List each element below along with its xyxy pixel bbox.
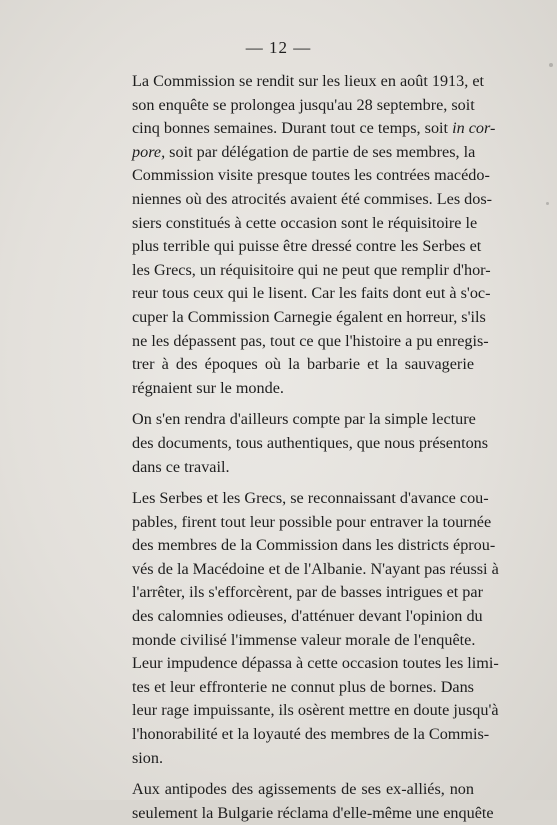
text-line: reur tous ceux qui le lisent. Car les faits dont eut à s'oc- xyxy=(132,284,491,303)
text-line: siers constitués à cette occasion sont le réquisitoire le xyxy=(132,213,478,232)
italic-phrase: pore, xyxy=(132,142,166,161)
text-line: tes et leur effronterie ne connut plus de bornes. Dans xyxy=(132,677,474,696)
ink-speck xyxy=(546,202,549,205)
text-line: Commission visite presque toutes les contrées macédo- xyxy=(132,166,490,185)
page-number: — 12 — xyxy=(245,38,312,57)
text-line: son enquête se prolongea jusqu'au 28 septembre, soit xyxy=(132,95,475,114)
text-line: pore, soit par délégation de partie de ses membres, la xyxy=(132,142,476,161)
text-line: des documents, tous authentiques, que nous présentons xyxy=(132,433,489,452)
text-line: La Commission se rendit sur les lieux en août 1913, et xyxy=(132,72,485,90)
paragraph-2 xyxy=(108,408,489,479)
text-line: leur rage impuissante, ils osèrent mettre en doute jusqu'à xyxy=(132,701,499,720)
paragraph-4 xyxy=(108,778,494,825)
text-line: régnaient sur le monde. xyxy=(132,378,284,397)
text-line: cinq bonnes semaines. Durant tout ce temps, soit in cor- xyxy=(132,119,496,138)
italic-phrase: in cor- xyxy=(452,119,496,138)
text-line: des membres de la Commission dans les districts éprou- xyxy=(132,536,496,555)
text-line: des calomnies odieuses, d'atténuer devant l'opinion du xyxy=(132,607,483,626)
ink-speck xyxy=(549,63,553,67)
text-line: trer à des époques où la barbarie et la sauvagerie xyxy=(132,355,474,374)
text-line: sion. xyxy=(132,748,164,767)
text-line: dans ce travail. xyxy=(132,457,230,476)
text-line: Aux antipodes des agissements de ses ex-alliés, non xyxy=(132,780,474,799)
text-line: niennes où des atrocités avaient été commises. Les dos- xyxy=(132,189,493,208)
text-line: ne les dépassent pas, tout ce que l'histoire a pu enregis- xyxy=(132,331,489,350)
text-line: l'arrêter, ils s'efforcèrent, par de basses intrigues et par xyxy=(132,583,483,602)
text-line: Les Serbes et les Grecs, se reconnaissant d'avance cou- xyxy=(132,489,489,508)
text-line: pables, firent tout leur possible pour entraver la tournée xyxy=(132,512,492,531)
text-line: l'honorabilité et la loyauté des membres de la Commis- xyxy=(132,725,490,744)
paragraph-1 xyxy=(108,70,496,400)
text-line: seulement la Bulgarie réclama d'elle-même une enquête xyxy=(132,803,494,822)
text-line: monde civilisé l'immense valeur morale de l'enquête. xyxy=(132,630,476,649)
paragraph-3 xyxy=(108,487,499,770)
text-line: Leur impudence dépassa à cette occasion toutes les limi- xyxy=(132,654,499,673)
text-line: On s'en rendra d'ailleurs compte par la simple lecture xyxy=(132,410,476,429)
text-line: cuper la Commission Carnegie égalent en horreur, s'ils xyxy=(132,307,486,326)
body-text xyxy=(108,70,499,825)
text-line: les Grecs, un réquisitoire qui ne peut que remplir d'hor- xyxy=(132,260,491,279)
text-line: vés de la Macédoine et de l'Albanie. N'ayant pas réussi à xyxy=(132,559,499,578)
text-line: plus terrible qui puisse être dressé contre les Serbes et xyxy=(132,237,482,256)
